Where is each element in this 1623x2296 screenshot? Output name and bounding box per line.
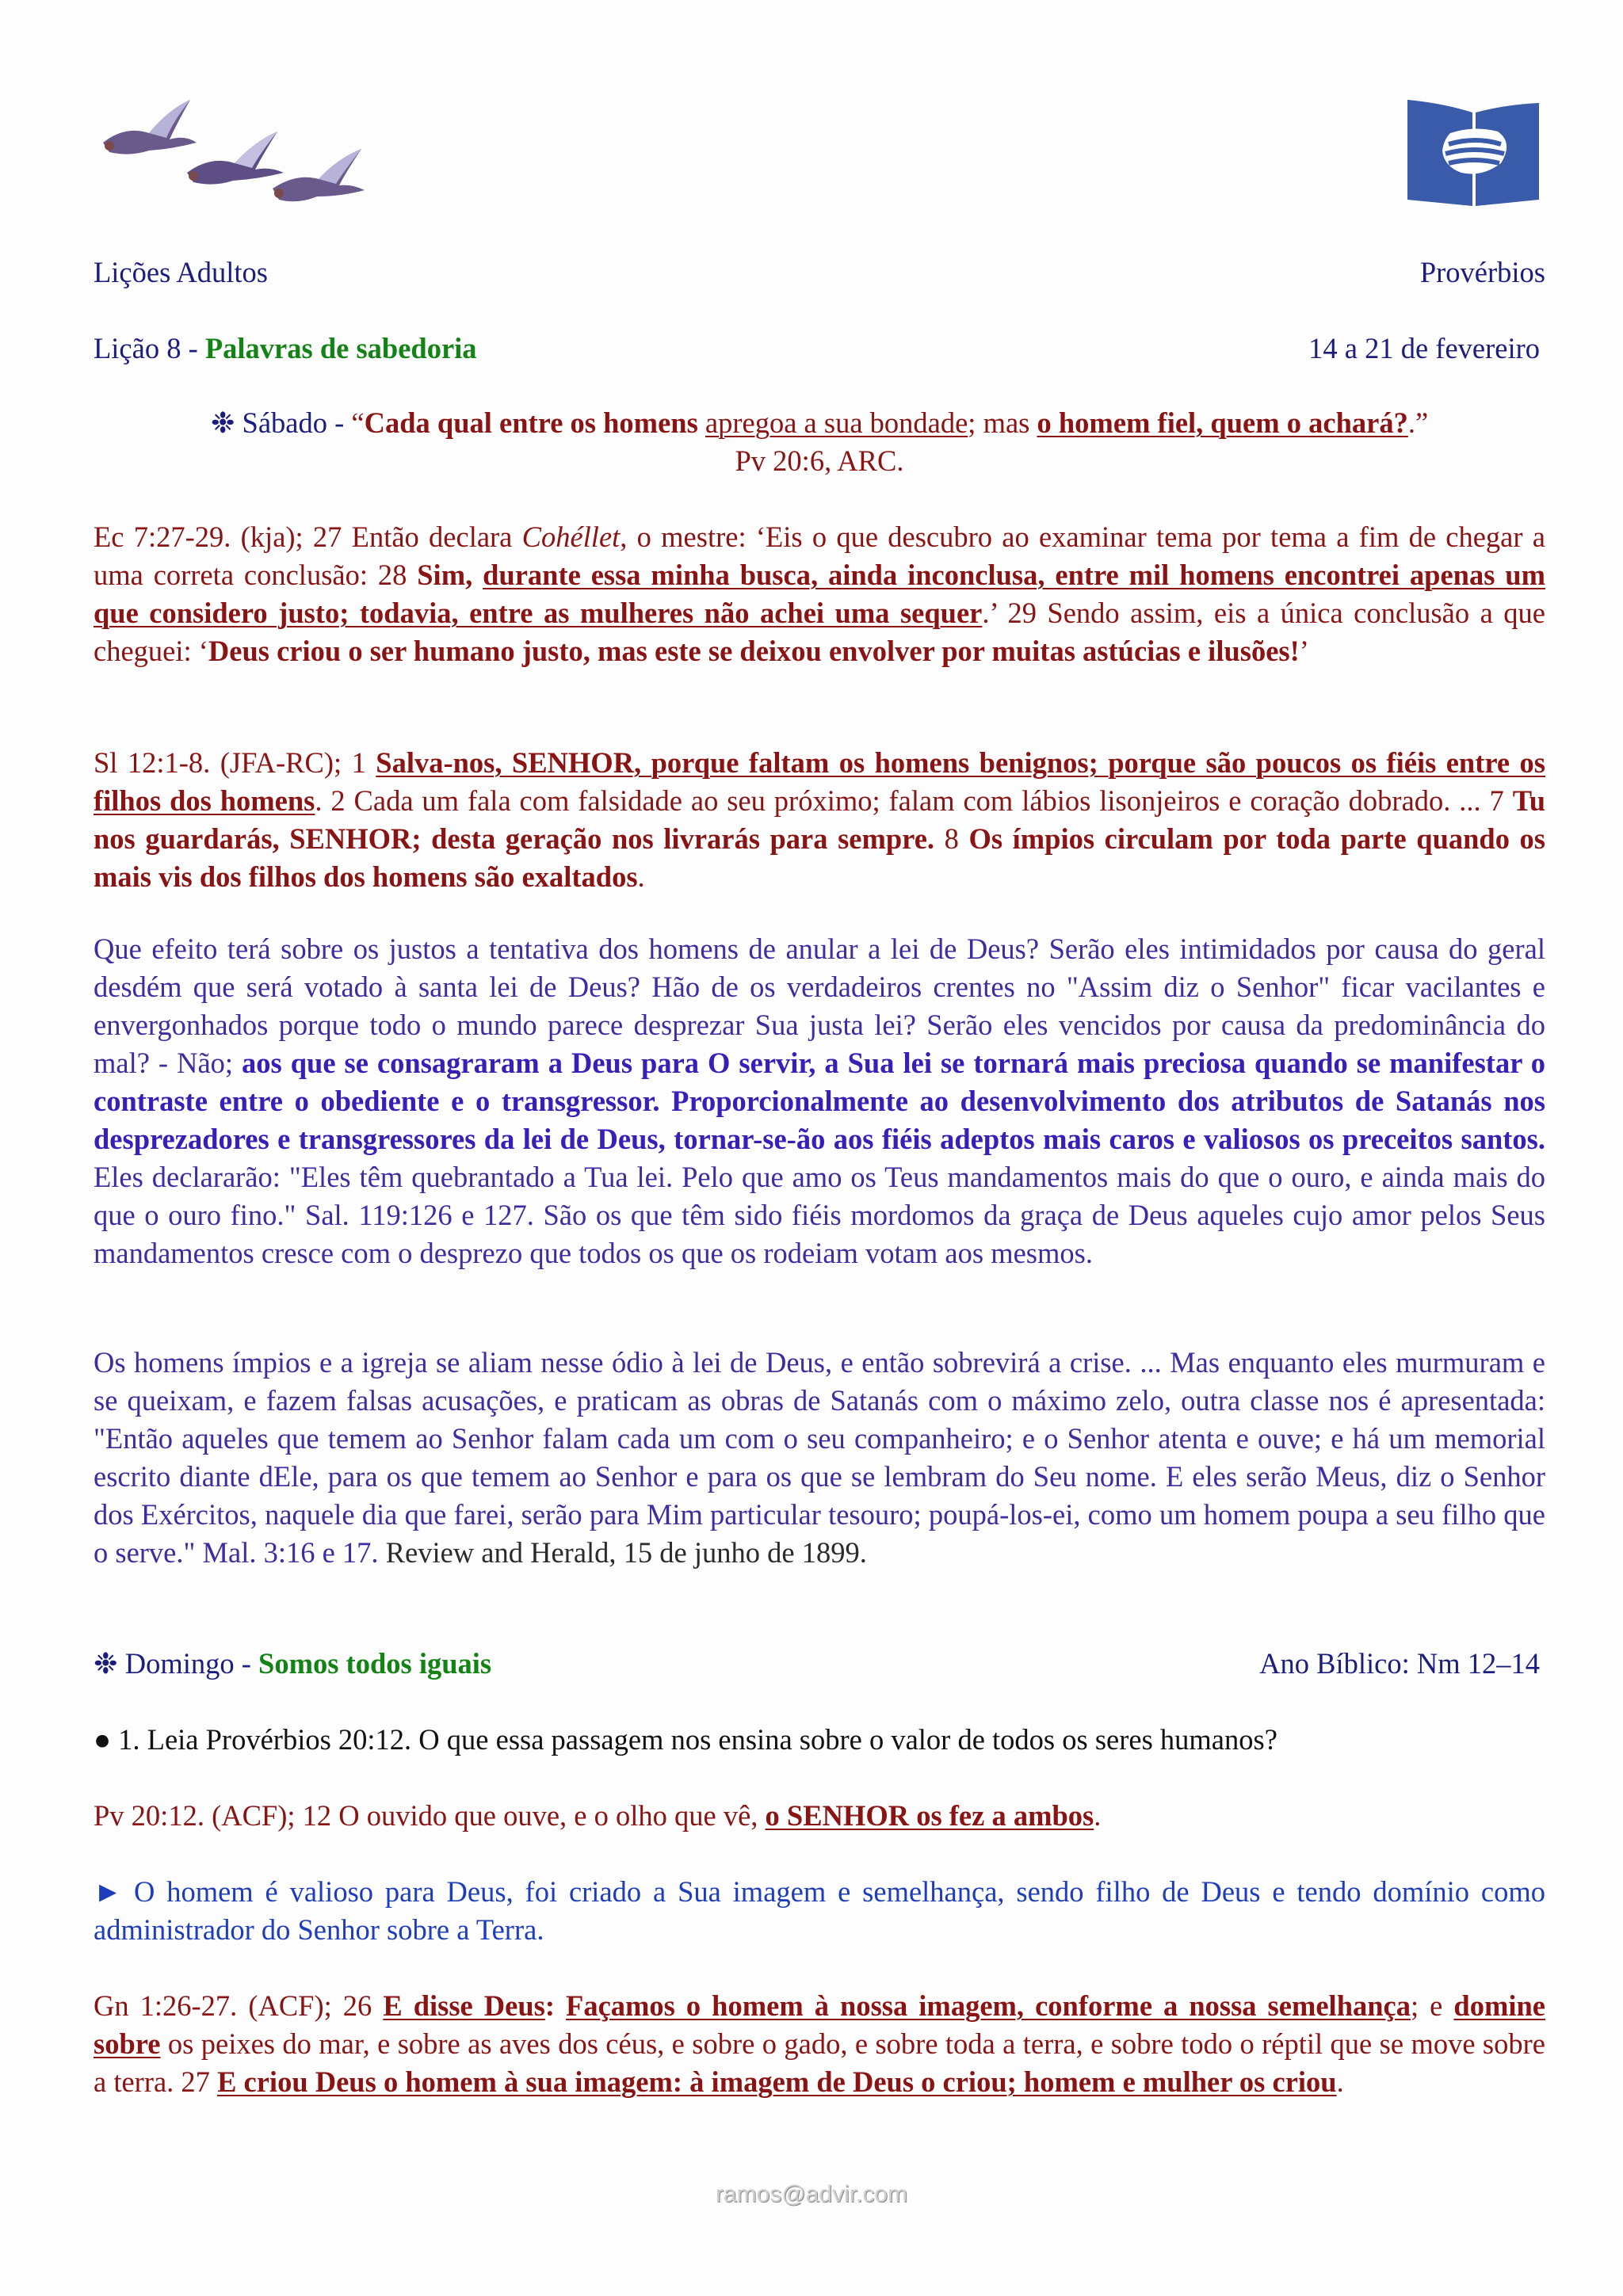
doves-logo xyxy=(94,93,367,211)
day-label: ❉ Domingo - xyxy=(94,1647,259,1680)
sl-passage xyxy=(94,744,1545,896)
lesson-title-line xyxy=(94,330,477,368)
text-run: Os homens ímpios e a igreja se aliam nesse ódio à lei de Deus, e então sobrevirá a crise. ... Mas enquanto eles murmuram e se queixam, e fazem falsas acusações, e praticam as obras de Satanás com o máximo zelo, outra classe nos é apresentada: "Então aqueles que temem ao Senhor falam cada um com o seu companheiro; e o Senhor atenta e ouve; e há um memorial escrito diante dEle, para os que temem ao Senhor e para os que se lembram do Seu nome. E eles serão Meus, diz o Senhor dos Exércitos, naquele dia que farei, serão para Mim particular tesouro; poupá-los-ei, como um homem poupa a seu filho que o serve." Mal. 3:16 e 17. xyxy=(94,1346,1545,1569)
text-run: Façamos o homem à nossa imagem, conforme a nossa semelhança xyxy=(566,1989,1411,2022)
header-right: Provérbios xyxy=(1419,256,1545,288)
commentary-paragraph-1 xyxy=(94,930,1545,1272)
text-run: Tu nos guardarás, SENHOR; desta geração nos livrarás para sempre. xyxy=(94,784,1545,855)
lesson-row xyxy=(94,330,1540,368)
text-run: domine sobre xyxy=(94,1989,1546,2060)
ec-passage xyxy=(94,518,1545,670)
text-run: . xyxy=(1336,2065,1344,2098)
text-run: E criou Deus o homem à sua imagem: à imagem de Deus o criou; homem e mulher os criou xyxy=(217,2065,1337,2098)
verse-part: Cada qual entre os homens xyxy=(364,406,705,439)
text-run: . xyxy=(1094,1799,1102,1832)
text-run: .’ 29 Sendo assim, eis a única conclusão a que cheguei: ‘ xyxy=(94,597,1545,667)
gn-passage xyxy=(94,1987,1545,2101)
text-run: Review and Herald, 15 de junho de 1899. xyxy=(378,1536,867,1569)
verse-part: .” xyxy=(1407,406,1429,439)
question-1: ● 1. Leia Provérbios 20:12. O que essa passagem nos ensina sobre o valor de todos os seres humanos? xyxy=(94,1723,1277,1756)
text-run: Que efeito terá sobre os justos a tentativa dos homens de anular a lei de Deus? Serão eles intimidados por causa do geral desdém que será votado à santa lei de Deus? Hão de os verdadeiros crentes no "Assim diz o Senhor" ficar vacilantes e envergonhados porque todo o mundo parece desprezar Sua justa lei? Serão eles vencidos por causa da predominância do mal? - Não; xyxy=(94,933,1545,1079)
text-run: 8 xyxy=(934,822,969,855)
text-run: Sl 12:1-8. (JFA-RC); 1 xyxy=(94,746,376,779)
text-run: durante essa minha busca, ainda inconclusa, entre mil homens encontrei apenas um que considero justo; todavia, entre as mulheres não achei uma sequer xyxy=(94,559,1545,629)
text-run: . 2 Cada um fala com falsidade ao seu próximo; falam com lábios lisonjeiros e coração dobrado. ... 7 xyxy=(315,784,1513,817)
text-run: Salva-nos, SENHOR, porque faltam os homens benignos; porque são poucos os fiéis entre os filhos dos homens xyxy=(94,746,1545,817)
text-run: ; e xyxy=(1411,1989,1454,2022)
text-run: Deus criou o ser humano justo, mas este se deixou envolver por muitas astúcias e ilusões! xyxy=(208,635,1300,667)
lesson-title: Palavras de sabedoria xyxy=(204,332,477,364)
text-run: , o mestre: ‘Eis o que descubro ao examinar tema por tema a fim de chegar a uma correta conclusão: 28 xyxy=(94,521,1545,591)
text-run: Pv 20:12. (ACF); 12 O ouvido que ouve, e o olho que vê, xyxy=(94,1799,766,1832)
lesson-prefix: Lição 8 - xyxy=(94,332,205,364)
open-book-logo xyxy=(1403,95,1544,206)
dove-2-icon xyxy=(187,132,284,185)
verse-part: o homem fiel, quem o achará? xyxy=(1037,406,1408,439)
dove-3-icon xyxy=(273,149,365,201)
text-run: Os ímpios circulam por toda parte quando os mais vis dos filhos dos homens são exaltados xyxy=(94,822,1545,893)
text-run: os peixes do mar, e sobre as aves dos céus, e sobre o gado, e sobre toda a terra, e sobre todo o réptil que se move sobre a terra. 27 xyxy=(94,2027,1545,2098)
text-run: ’ xyxy=(1299,635,1309,667)
text-run: o SENHOR os fez a ambos xyxy=(765,1799,1094,1832)
header-row xyxy=(94,254,1545,292)
header-left: Lições Adultos xyxy=(94,256,268,288)
text-run: E disse Deus xyxy=(383,1989,545,2022)
pv-verse xyxy=(94,1797,1545,1835)
quote-open: “ xyxy=(351,406,365,439)
text-run: . xyxy=(637,860,645,893)
text-run: Eles declararão: "Eles têm quebrantado a Tua lei. Pelo que amo os Teus mandamentos mais do que o ouro, e ainda mais do que o ouro fino." Sal. 119:126 e 127. São os que têm sido fiéis mordomos da graça de Deus aqueles cujo amor pelos Seus mandamentos cresce com o desprezo que todos os que os rodeiam votam aos mesmos. xyxy=(94,1161,1545,1269)
footer-email: ramos@advir.com xyxy=(715,2181,908,2207)
text-run: Gn 1:26-27. (ACF); 26 xyxy=(94,1989,384,2022)
commentary-paragraph-2 xyxy=(94,1344,1545,1572)
domingo-title-line xyxy=(94,1645,491,1683)
domingo-row xyxy=(94,1645,1540,1683)
day-label: ❉ Sábado - xyxy=(210,406,352,439)
lesson-dates: 14 a 21 de fevereiro xyxy=(1308,332,1540,364)
verse-reference: Pv 20:6, ARC. xyxy=(735,444,904,477)
text-run: Cohéllet xyxy=(521,521,621,553)
day-title: Somos todos iguais xyxy=(258,1647,492,1680)
dove-1-icon xyxy=(103,100,197,154)
sabado-verse xyxy=(94,404,1545,480)
note-paragraph: ► O homem é valioso para Deus, foi criado a Sua imagem e semelhança, sendo filho de Deus e tendo domínio como administrador do Senhor sobre a Terra. xyxy=(94,1875,1545,1946)
text-run: Sim, xyxy=(417,559,483,591)
text-run: Ec 7:27-29. (kja); 27 Então declara xyxy=(94,521,522,553)
verse-part: ; mas xyxy=(968,406,1037,439)
text-run: aos que se consagraram a Deus para O servir, a Sua lei se tornará mais preciosa quando se manifestar o contraste entre o obediente e o transgressor. Proporcionalmente ao desenvolvimento dos atributos de Satanás nos desprezadores e transgressores da lei de Deus, tornar-se-ão aos fiéis adeptos mais caros e valiosos os preceitos santos. xyxy=(94,1047,1545,1155)
text-run: : xyxy=(544,1989,567,2022)
verse-part: apregoa a sua bondade xyxy=(705,406,968,439)
ano-biblico: Ano Bíblico: Nm 12–14 xyxy=(1259,1647,1540,1680)
